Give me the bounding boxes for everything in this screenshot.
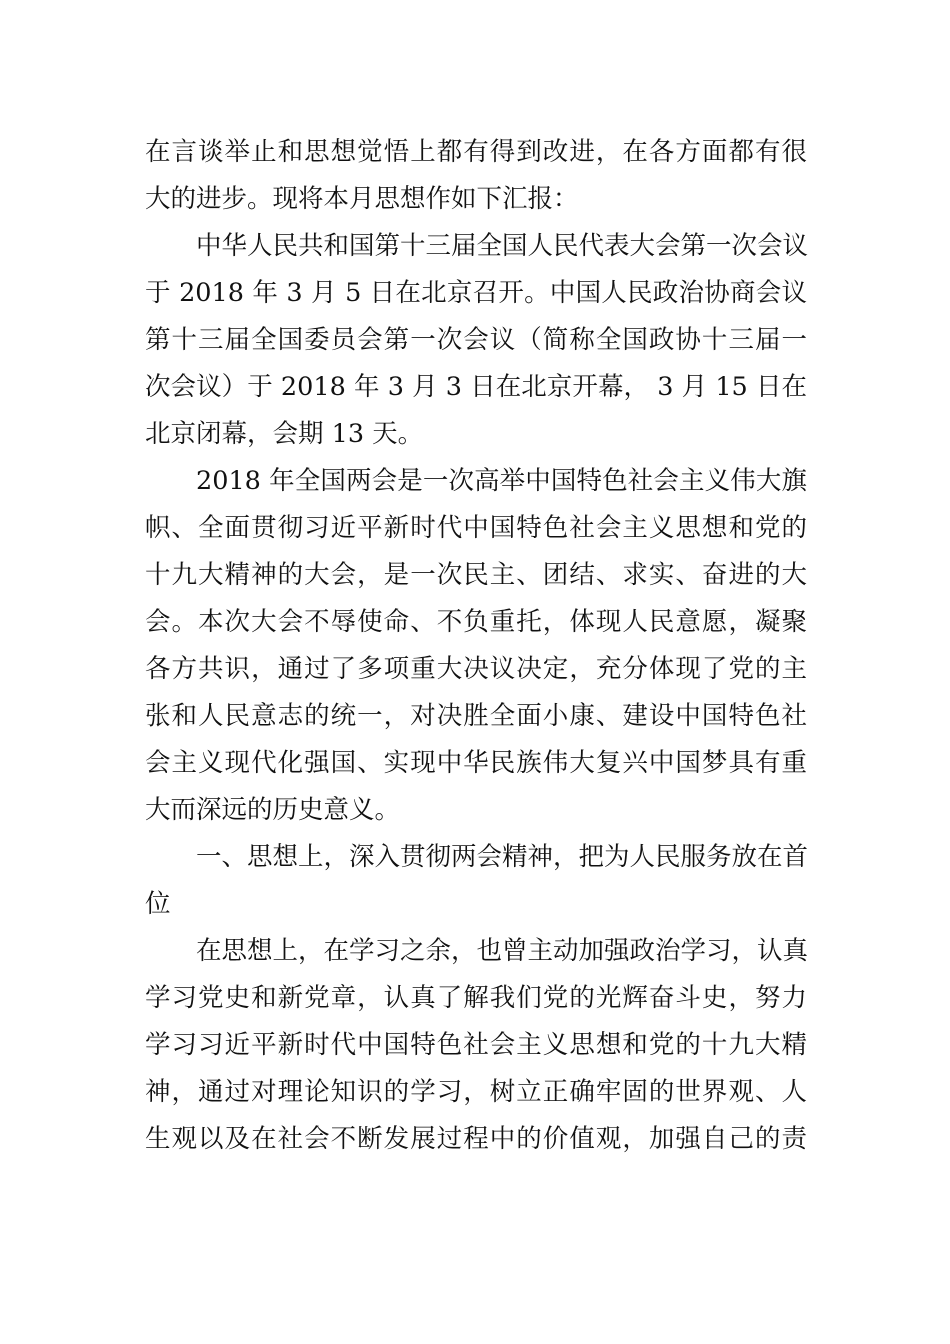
- text-line-18: 在思想上，在学习之余，也曾主动加强政治学习，认真: [196, 936, 809, 966]
- text-line-20: 学习习近平新时代中国特色社会主义思想和党的十九大精: [145, 1030, 807, 1060]
- text-line-9: 帜、全面贯彻习近平新时代中国特色社会主义思想和党的: [145, 513, 807, 543]
- text-line-5: 第十三届全国委员会第一次会议（简称全国政协十三届一: [145, 325, 807, 355]
- text-line-7: 北京闭幕，会期 13 天。: [145, 419, 424, 449]
- text-line-8: 2018 年全国两会是一次高举中国特色社会主义伟大旗: [196, 466, 807, 496]
- text-line-13: 张和人民意志的统一，对决胜全面小康、建设中国特色社: [145, 701, 807, 731]
- text-line-19: 学习党史和新党章，认真了解我们党的光辉奋斗史，努力: [145, 983, 807, 1013]
- text-line-21: 神，通过对理论知识的学习，树立正确牢固的世界观、人: [145, 1077, 807, 1107]
- text-line-22: 生观以及在社会不断发展过程中的价值观，加强自己的责: [145, 1124, 807, 1154]
- text-line-12: 各方共识，通过了多项重大决议决定，充分体现了党的主: [145, 654, 807, 684]
- text-line-3: 中华人民共和国第十三届全国人民代表大会第一次会议: [196, 231, 809, 261]
- text-line-4: 于 2018 年 3 月 5 日在北京召开。中国人民政治协商会议: [145, 278, 807, 308]
- text-line-15: 大而深远的历史意义。: [145, 795, 401, 825]
- text-line-1: 在言谈举止和思想觉悟上都有得到改进，在各方面都有很: [145, 137, 807, 167]
- text-line-6: 次会议）于 2018 年 3 月 3 日在北京开幕， 3 月 15 日在: [145, 372, 807, 402]
- text-line-10: 十九大精神的大会，是一次民主、团结、求实、奋进的大: [145, 560, 807, 590]
- text-line-11: 会。本次大会不辱使命、不负重托，体现人民意愿，凝聚: [145, 607, 807, 637]
- text-line-17: 位: [145, 889, 171, 919]
- text-line-14: 会主义现代化强国、实现中华民族伟大复兴中国梦具有重: [145, 748, 807, 778]
- text-line-16: 一、思想上，深入贯彻两会精神，把为人民服务放在首: [196, 842, 809, 872]
- text-line-2: 大的进步。现将本月思想作如下汇报：: [145, 184, 579, 214]
- document-body: [145, 129, 807, 1163]
